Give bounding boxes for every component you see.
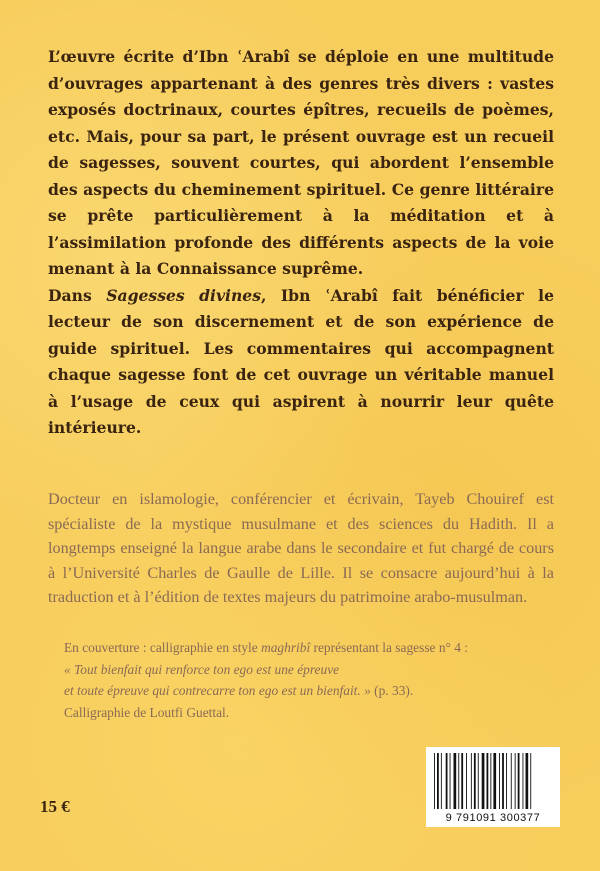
credits-calligrapher: Calligraphie de Loutfi Guettal. bbox=[64, 704, 230, 720]
barcode-bar bbox=[458, 753, 459, 809]
price: 15 € bbox=[40, 797, 70, 816]
blurb-p2-before: Dans bbox=[48, 285, 107, 305]
barcode-bar bbox=[515, 753, 516, 809]
barcode-bar bbox=[518, 753, 520, 809]
barcode-bar bbox=[499, 753, 500, 809]
blurb-p2-after: , Ibn ʿArabî fait bénéficier le lecteur de son discernement et de son expérience de guide spirituel. Les commentaires qui accompagnent chaque sagesse font de cet ouvrage un véritable manuel à l’usage de ceux qui aspirent à nourrir leur quête intérieure. bbox=[48, 285, 554, 437]
barcode-bar bbox=[446, 753, 448, 809]
barcode-bar bbox=[530, 753, 531, 809]
barcode-bar bbox=[450, 753, 451, 809]
blurb bbox=[48, 44, 554, 442]
barcode-bars bbox=[426, 747, 560, 813]
quote-reference: (p. 33). bbox=[370, 683, 414, 698]
barcode-bar bbox=[511, 753, 512, 809]
barcode-bar bbox=[502, 753, 504, 809]
barcode-bar bbox=[461, 753, 463, 809]
barcode-bar bbox=[490, 753, 491, 809]
barcode-bar bbox=[506, 753, 507, 809]
barcode-bar bbox=[474, 753, 476, 809]
quote-line-2: et toute épreuve qui contrecarre ton ego est un bienfait. » bbox=[64, 683, 371, 698]
credits-line-1-before: En couverture : calligraphie en style bbox=[64, 640, 262, 655]
barcode-bar bbox=[454, 753, 457, 809]
blurb-paragraph-1: L’œuvre écrite d’Ibn ʿArabî se déploie en une multitude d’ouvrages appartenant à des genres très divers : vastes exposés doctrinaux, courtes épîtres, recueils de poèmes, etc. Mais, pour sa part, le présent ouvrage est un recueil de sagesses, souvent courtes, qui abordent l’ensemble des aspects du cheminement spirituel. Ce genre littéraire se prête particulièrement à la méditation et à l’assimilation profonde des différents aspects de la voie menant à la Connaissance suprême. bbox=[48, 47, 554, 278]
barcode-bar bbox=[434, 753, 435, 809]
book-title: Sagesses divines bbox=[106, 285, 261, 305]
barcode-bar bbox=[471, 753, 472, 809]
barcode-bar bbox=[478, 753, 479, 809]
author-bio-text: Docteur en islamologie, conférencier et écrivain, Tayeb Chouiref est spécialiste de la mystique musulmane et des sciences du Hadith. Il a longtemps enseigné la langue arabe dans le secondaire et fut chargé de cours à l’Université Charles de Gaulle de Lille. Il se consacre aujourd’hui à la traduction et à l’édition de textes majeurs du patrimoine arabo-musulman. bbox=[48, 490, 554, 606]
barcode-bar bbox=[466, 753, 467, 809]
barcode bbox=[426, 747, 560, 827]
cover-credits bbox=[64, 637, 564, 723]
barcode-number: 9 791091 300377 bbox=[445, 812, 541, 824]
barcode-bar bbox=[493, 753, 496, 809]
barcode-bar bbox=[441, 753, 442, 809]
credits-line-1 bbox=[64, 637, 564, 659]
barcode-bar bbox=[523, 753, 524, 809]
credits-quote-2 bbox=[64, 680, 564, 702]
barcode-bar bbox=[437, 753, 439, 809]
blurb-paragraph-2 bbox=[48, 283, 554, 442]
barcode-bar bbox=[487, 753, 489, 809]
calligraphy-style: maghribî bbox=[261, 640, 311, 655]
barcode-bar bbox=[526, 753, 529, 809]
barcode-bar bbox=[482, 753, 485, 809]
quote-line-1: « Tout bienfait qui renforce ton ego est une épreuve bbox=[64, 661, 340, 677]
author-bio bbox=[48, 487, 554, 610]
credits-line-1-after: représentant la sagesse n° 4 : bbox=[310, 640, 468, 655]
credits-quote-1 bbox=[64, 659, 564, 681]
